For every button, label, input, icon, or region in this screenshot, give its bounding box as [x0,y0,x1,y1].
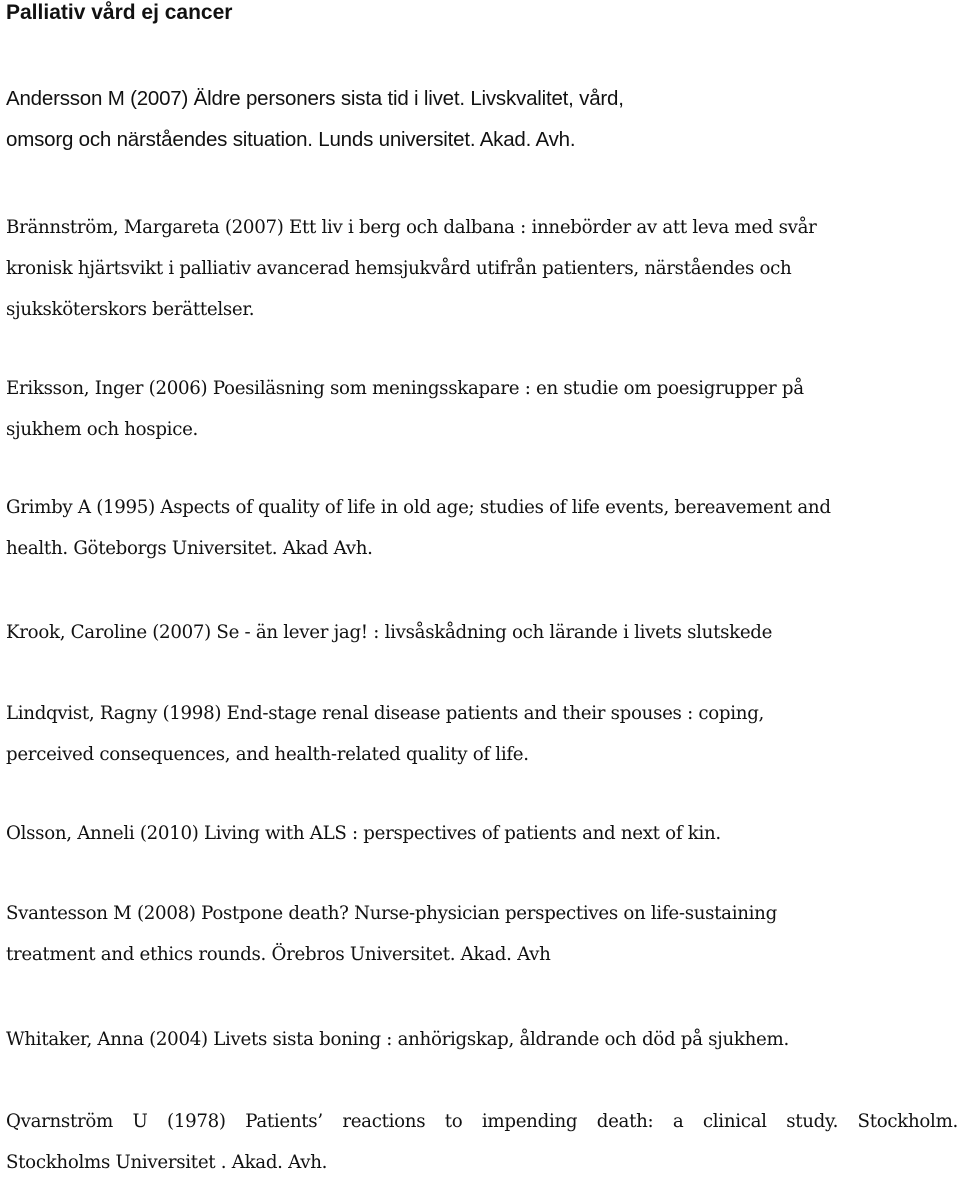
reference-line: treatment and ethics rounds. Örebros Universitet. Akad. Avh [6,944,551,965]
reference-line: Lindqvist, Ragny (1998) End-stage renal disease patients and their spouses : coping, [6,703,765,724]
reference-line: Svantesson M (2008) Postpone death? Nurse-physician perspectives on life-sustaining [6,903,777,924]
reference-line: kronisk hjärtsvikt i palliativ avancerad hemsjukvård utifrån patienters, närståendes och [6,258,792,279]
reference-line: Olsson, Anneli (2010) Living with ALS : perspectives of patients and next of kin. [6,823,721,844]
reference-line: Whitaker, Anna (2004) Livets sista boning : anhörigskap, åldrande och död på sjukhem. [6,1029,789,1050]
reference-line: Eriksson, Inger (2006) Poesiläsning som meningsskapare : en studie om poesigrupper på [6,378,804,399]
reference-krook [6,612,958,653]
reference-line: Krook, Caroline (2007) Se - än lever jag! : livsåskådning och lärande i livets slutskede [6,622,773,643]
reference-svantesson [6,893,958,975]
reference-line: health. Göteborgs Universitet. Akad Avh. [6,538,373,559]
reference-line: Qvarnström U (1978) Patients’ reactions to impending death: a clinical study. Stockholm. [6,1111,958,1132]
reference-line: Stockholms Universitet . Akad. Avh. [6,1152,328,1173]
reference-line: omsorg och närståendes situation. Lunds universitet. Akad. Avh. [6,128,576,151]
reference-grimby [6,487,958,569]
reference-andersson [6,78,958,160]
page-title: Palliativ vård ej cancer [6,1,233,24]
reference-line: perceived consequences, and health-related quality of life. [6,744,529,765]
reference-line: sjuksköterskors berättelser. [6,299,255,320]
reference-line: Grimby A (1995) Aspects of quality of life in old age; studies of life events, bereavement and [6,497,831,518]
reference-eriksson [6,368,958,450]
reference-line: Brännström, Margareta (2007) Ett liv i berg och dalbana : innebörder av att leva med svår [6,217,817,238]
reference-lindqvist [6,693,958,775]
reference-line: sjukhem och hospice. [6,419,199,440]
reference-qvarnstrom [6,1101,958,1183]
reference-olsson [6,813,958,854]
reference-brannstrom [6,207,958,330]
reference-whitaker [6,1019,958,1060]
reference-line: Andersson M (2007) Äldre personers sista tid i livet. Livskvalitet, vård, [6,87,624,110]
